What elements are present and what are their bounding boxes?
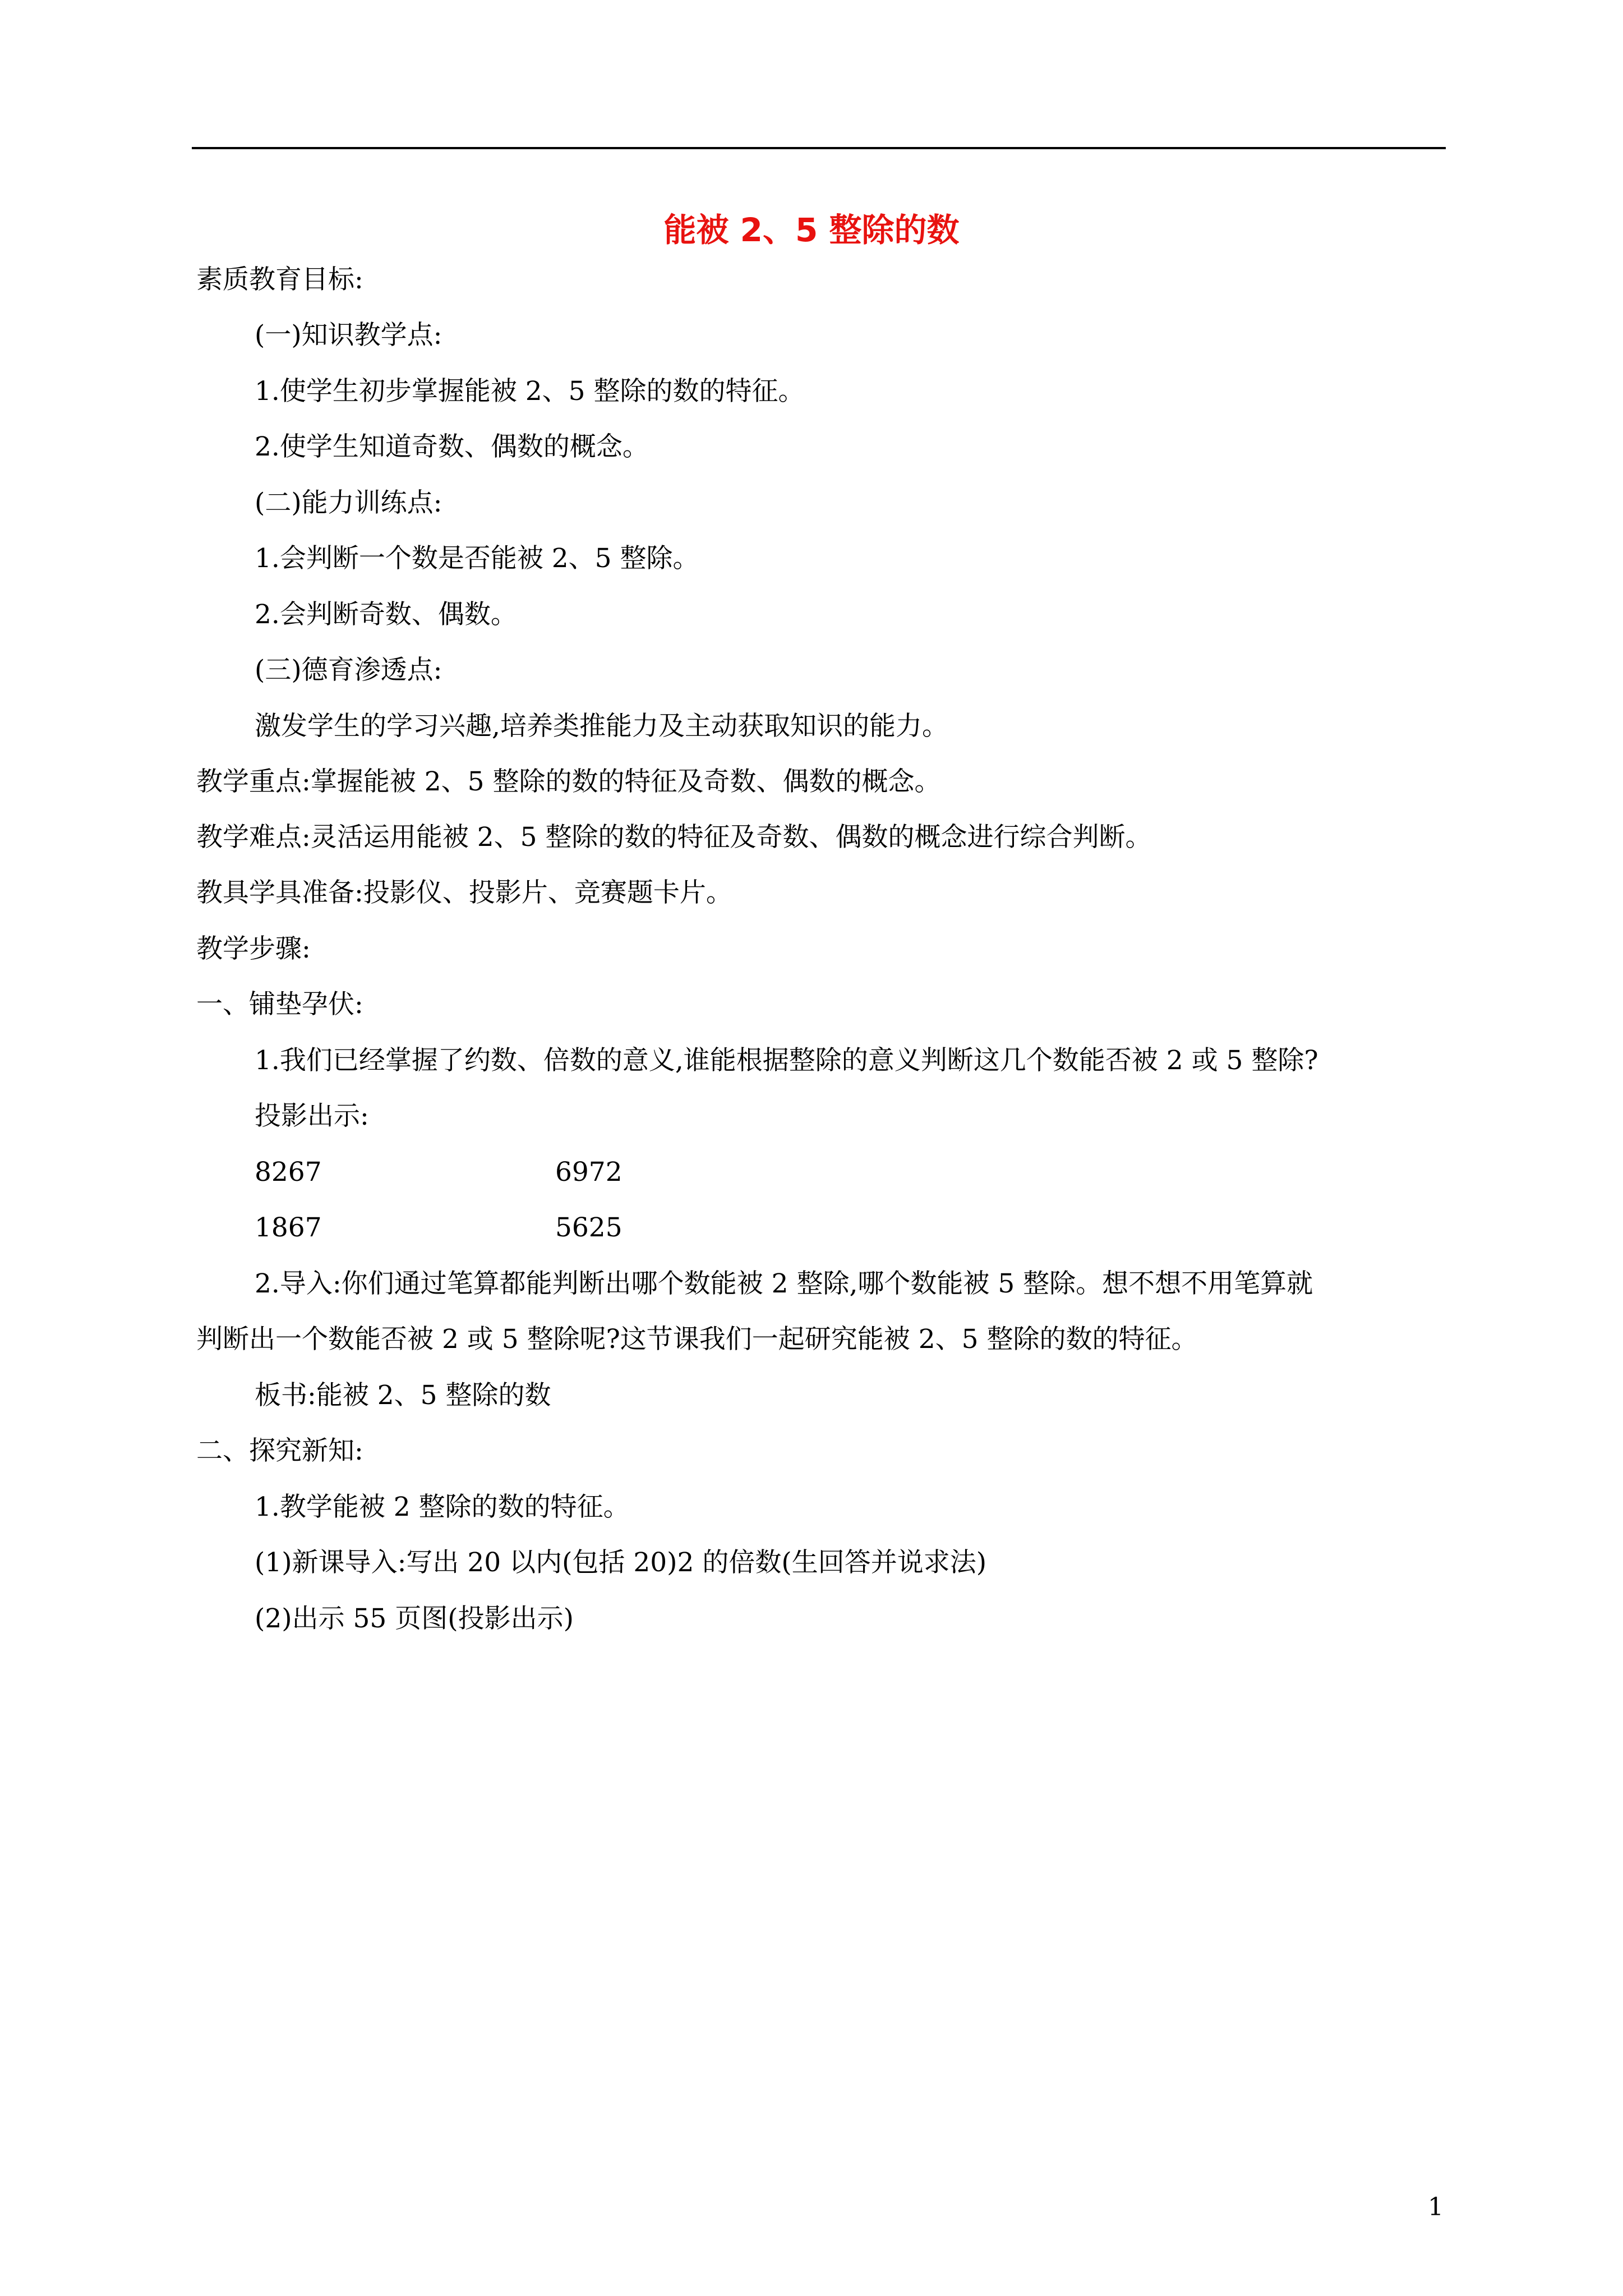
ability-heading: (二)能力训练点:	[255, 487, 442, 518]
tools: 教具学具准备:投影仪、投影片、竞赛题卡片。	[196, 877, 732, 908]
key-point: 教学重点:掌握能被 2、5 整除的数的特征及奇数、偶数的概念。	[196, 766, 941, 797]
moral-text: 激发学生的学习兴趣,培养类推能力及主动获取知识的能力。	[255, 711, 948, 742]
number-8267: 8267	[255, 1157, 322, 1188]
knowledge-item-1: 1.使学生初步掌握能被 2、5 整除的数的特征。	[255, 376, 805, 407]
section1-item-2-line1: 2.导入:你们通过笔算都能判断出哪个数能被 2 整除,哪个数能被 5 整除。想不想不用笔算就	[255, 1268, 1313, 1299]
moral-heading: (三)德育渗透点:	[255, 655, 442, 685]
document-title: 能被 2、5 整除的数	[663, 211, 960, 249]
projection-label: 投影出示:	[255, 1101, 369, 1131]
section2-heading: 二、探究新知:	[196, 1435, 363, 1466]
section1-item-2-line2: 判断出一个数能否被 2 或 5 整除呢?这节课我们一起研究能被 2、5 整除的数的特征。	[196, 1324, 1198, 1355]
section1-heading: 一、铺垫孕伏:	[196, 989, 363, 1020]
number-5625: 5625	[555, 1212, 623, 1243]
number-1867: 1867	[255, 1212, 322, 1243]
steps-heading: 教学步骤:	[196, 933, 311, 964]
difficulty: 教学难点:灵活运用能被 2、5 整除的数的特征及奇数、偶数的概念进行综合判断。	[196, 822, 1152, 853]
ability-item-2: 2.会判断奇数、偶数。	[255, 599, 517, 630]
section2-sub-2: (2)出示 55 页图(投影出示)	[255, 1603, 574, 1634]
page-number: 1	[1428, 2193, 1444, 2221]
number-6972: 6972	[555, 1157, 623, 1188]
ability-item-1: 1.会判断一个数是否能被 2、5 整除。	[255, 543, 699, 574]
section2-item-1: 1.教学能被 2 整除的数的特征。	[255, 1492, 630, 1522]
board-writing: 板书:能被 2、5 整除的数	[255, 1380, 551, 1411]
knowledge-item-2: 2.使学生知道奇数、偶数的概念。	[255, 431, 649, 462]
header-rule	[192, 147, 1446, 149]
goals-heading: 素质教育目标:	[196, 264, 363, 295]
section1-item-1: 1.我们已经掌握了约数、倍数的意义,谁能根据整除的意义判断这几个数能否被 2 或 5 整除?	[255, 1045, 1318, 1076]
section2-sub-1: (1)新课导入:写出 20 以内(包括 20)2 的倍数(生回答并说求法)	[255, 1547, 987, 1578]
knowledge-heading: (一)知识教学点:	[255, 320, 442, 351]
